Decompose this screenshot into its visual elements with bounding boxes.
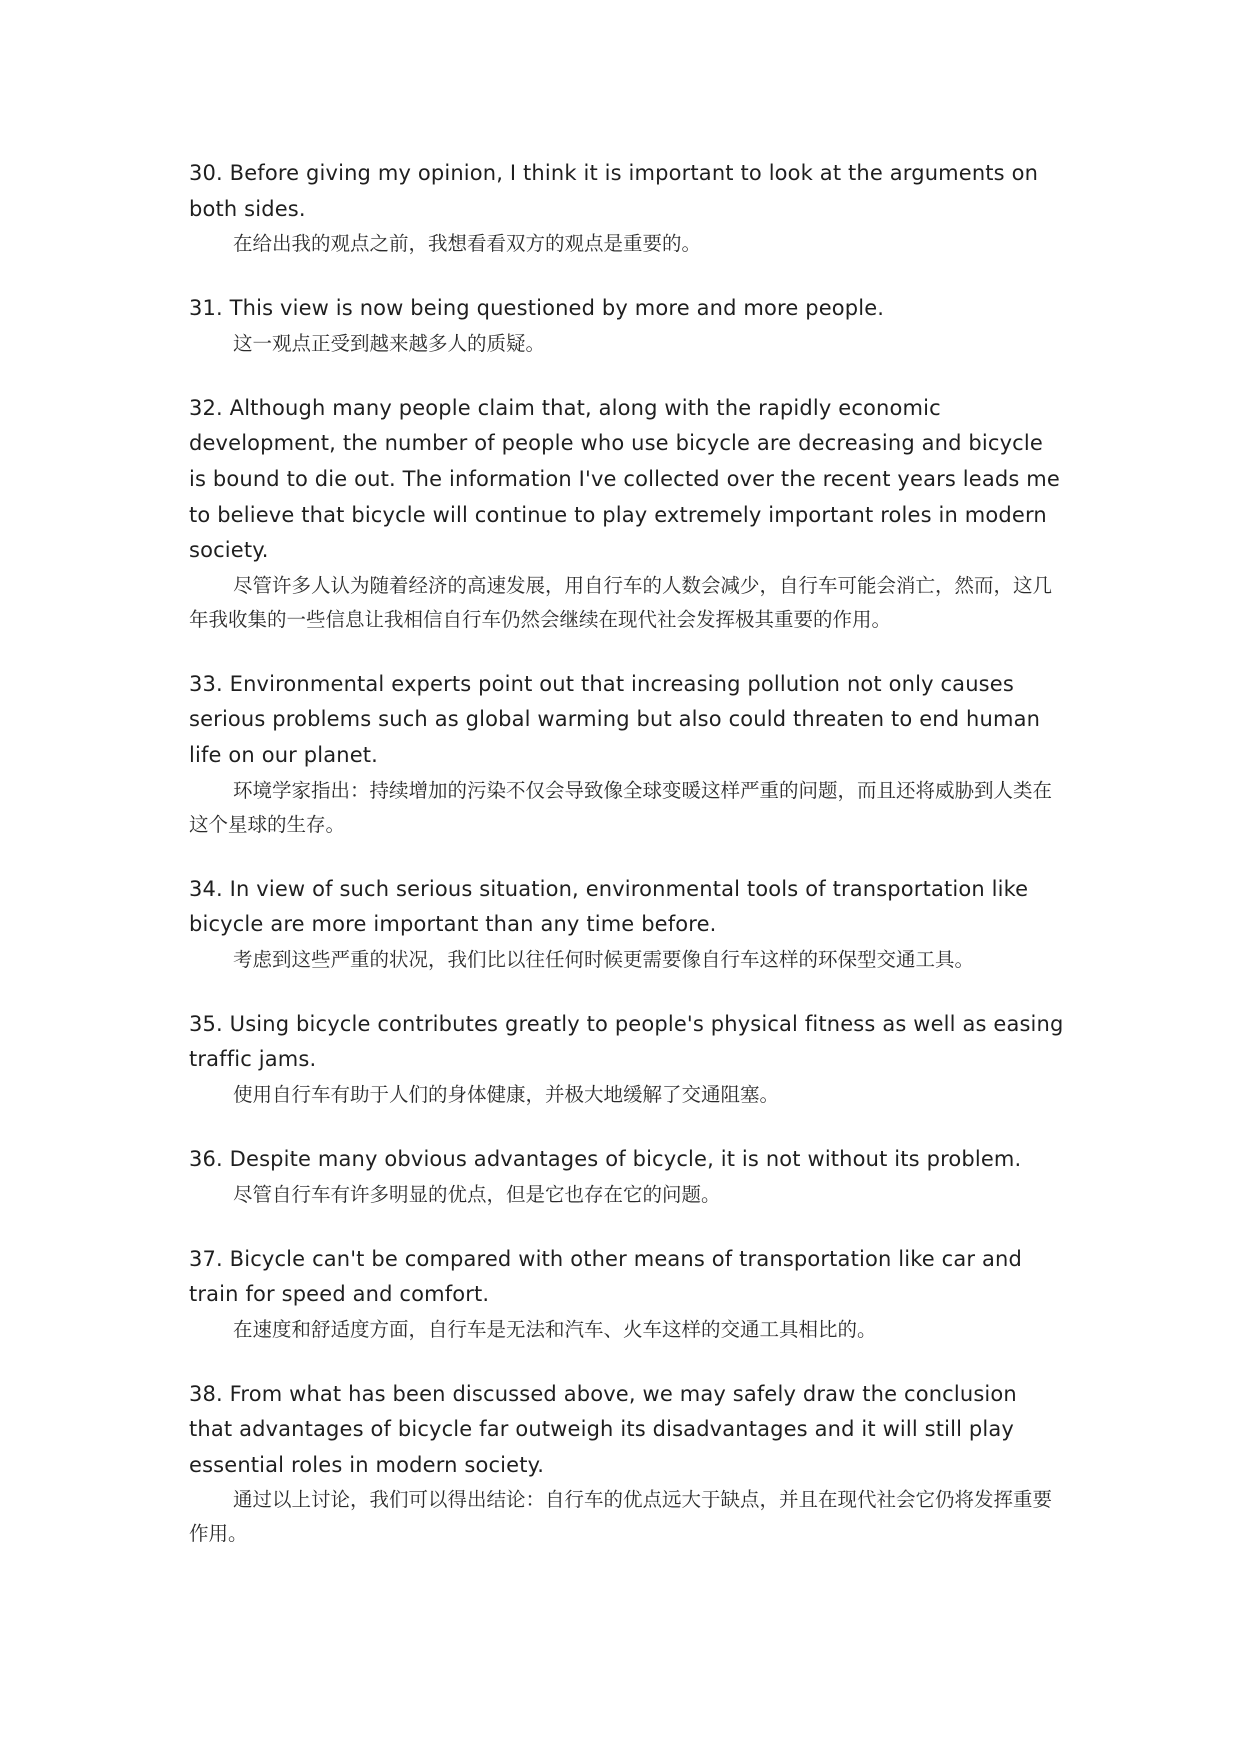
- sentence-entry-32: [189, 391, 1064, 637]
- chinese-translation: 尽管自行车有许多明显的优点，但是它也存在它的问题。: [233, 1182, 721, 1206]
- english-sentence: 34. In view of such serious situation, environmental tools of transportation like bicycle are more important than any time before.: [189, 876, 1029, 937]
- english-sentence: 38. From what has been discussed above, we may safely draw the conclusion that advantages of bicycle far outweigh its disadvantages and it will still play essential roles in modern society.: [189, 1381, 1017, 1477]
- chinese-translation: 尽管许多人认为随着经济的高速发展，用自行车的人数会减少，自行车可能会消亡，然而，这几年我收集的一些信息让我相信自行车仍然会继续在现代社会发挥极其重要的作用。: [189, 573, 1053, 631]
- sentence-entry-37: [189, 1242, 1064, 1347]
- sentence-entry-33: [189, 667, 1064, 842]
- chinese-translation: 这一观点正受到越来越多人的质疑。: [233, 331, 546, 355]
- english-sentence: 33. Environmental experts point out that increasing pollution not only causes serious problems such as global warming but also could threaten to end human life on our planet.: [189, 671, 1041, 767]
- sentence-entry-35: [189, 1007, 1064, 1112]
- english-sentence: 31. This view is now being questioned by more and more people.: [189, 296, 885, 321]
- sentence-entry-31: [189, 291, 1064, 361]
- english-sentence: 32. Although many people claim that, along with the rapidly economic development, the number of people who use bicycle are decreasing and bicycle is bound to die out. The information I've collected over the recent years leads me to believe that bicycle will continue to play extremely important roles in modern society.: [189, 395, 1060, 563]
- sentence-entry-36: [189, 1142, 1064, 1212]
- english-sentence: 30. Before giving my opinion, I think it is important to look at the arguments on both sides.: [189, 161, 1039, 221]
- sentence-entry-30: [189, 156, 1064, 261]
- sentence-entry-38: [189, 1377, 1064, 1552]
- chinese-translation: 在给出我的观点之前，我想看看双方的观点是重要的。: [233, 232, 702, 256]
- english-sentence: 35. Using bicycle contributes greatly to people's physical fitness as well as easing traffic jams.: [189, 1011, 1064, 1072]
- chinese-translation: 在速度和舒适度方面，自行车是无法和汽车、火车这样的交通工具相比的。: [233, 1317, 877, 1341]
- english-sentence: 36. Despite many obvious advantages of bicycle, it is not without its problem.: [189, 1146, 1022, 1171]
- chinese-translation: 通过以上讨论，我们可以得出结论：自行车的优点远大于缺点，并且在现代社会它仍将发挥重要作用。: [189, 1488, 1053, 1546]
- chinese-translation: 环境学家指出：持续增加的污染不仅会导致像全球变暖这样严重的问题，而且还将威胁到人类在这个星球的生存。: [189, 778, 1053, 836]
- document-page: [189, 156, 1064, 1581]
- chinese-translation: 使用自行车有助于人们的身体健康，并极大地缓解了交通阻塞。: [233, 1082, 780, 1106]
- sentence-entry-34: [189, 872, 1064, 977]
- english-sentence: 37. Bicycle can't be compared with other means of transportation like car and train for speed and comfort.: [189, 1246, 1022, 1307]
- chinese-translation: 考虑到这些严重的状况，我们比以往任何时候更需要像自行车这样的环保型交通工具。: [233, 947, 975, 971]
